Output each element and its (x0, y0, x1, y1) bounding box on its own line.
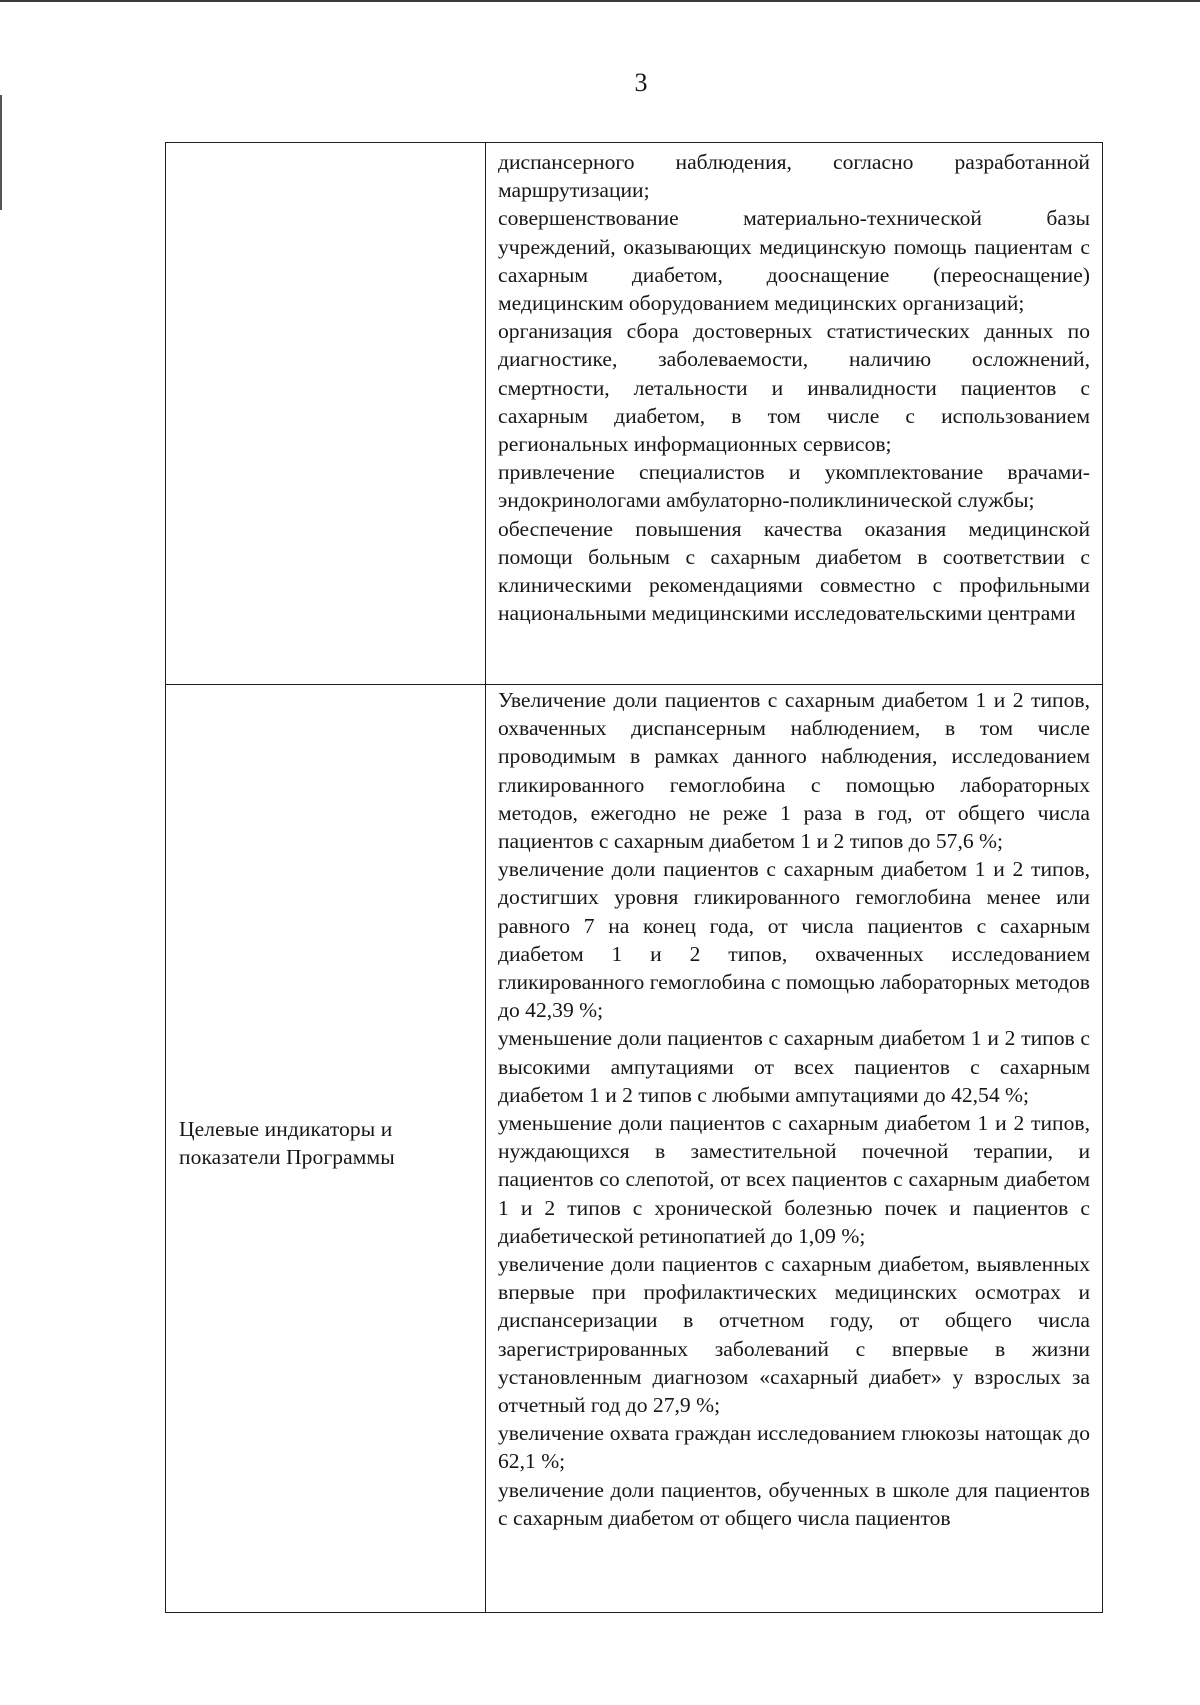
row-label-cell (166, 143, 486, 685)
paragraph: обеспечение повышения качества оказания медицинской помощи больным с сахарным диабетом в соответствии с клиническими рекомендациями совместно с профильными национальными медицинскими исследовательскими центрами (498, 516, 1090, 626)
row-label: Целевые индикаторы и показатели Программы (179, 1117, 395, 1169)
top-border-line (0, 0, 1200, 2)
page-number: 3 (634, 68, 648, 97)
paragraph: Увеличение доли пациентов с сахарным диабетом 1 и 2 типов, охваченных диспансерным наблюдением, в том числе проводимым в рамках данного наблюдения, исследованием гликированного гемоглобина с помощью лабораторных методов, ежегодно не реже 1 раза в год, от общего числа пациентов с сахарным диабетом 1 и 2 типов до 57,6 %; (498, 688, 1090, 854)
paragraph: привлечение специалистов и укомплектование врачами-эндокринологами амбулаторно-поликлинической службы; (498, 460, 1090, 513)
paragraph: уменьшение доли пациентов с сахарным диабетом 1 и 2 типов, нуждающихся в заместительной почечной терапии, и пациентов со слепотой, от всех пациентов с сахарным диабетом 1 и 2 типов с хронической болезнью почек и пациентов с диабетической ретинопатией до 1,09 %; (498, 1111, 1090, 1248)
paragraph: увеличение охвата граждан исследованием глюкозы натощак до 62,1 %; (498, 1421, 1090, 1474)
table-row (166, 685, 1103, 1613)
paragraph: совершенствование материально-технической базы учреждений, оказывающих медицинскую помощь пациентам с сахарным диабетом, дооснащение (переоснащение) медицинским оборудованием медицинских организаций; (498, 206, 1090, 316)
row-content-cell (486, 143, 1103, 685)
paragraph: уменьшение доли пациентов с сахарным диабетом 1 и 2 типов с высокими ампутациями от всех пациентов с сахарным диабетом 1 и 2 типов с любыми ампутациями до 42,54 %; (498, 1026, 1090, 1107)
paragraph: организация сбора достоверных статистических данных по диагностике, заболеваемости, наличию осложнений, смертности, летальности и инвалидности пациентов с сахарным диабетом, в том числе с использованием региональных информационных сервисов; (498, 319, 1090, 457)
scan-edge-mark (0, 95, 2, 210)
paragraph: диспансерного наблюдения, согласно разработанной маршрутизации; (498, 150, 1090, 203)
row-label-cell (166, 685, 486, 1613)
program-passport-table (165, 142, 1103, 1613)
table-row (166, 143, 1103, 685)
paragraph: увеличение доли пациентов с сахарным диабетом 1 и 2 типов, достигших уровня гликированного гемоглобина менее или равного 7 на конец года, от числа пациентов с сахарным диабетом 1 и 2 типов, охваченных исследованием гликированного гемоглобина с помощью лабораторных методов до 42,39 %; (498, 857, 1090, 1023)
paragraph: увеличение доли пациентов, обученных в школе для пациентов с сахарным диабетом от общего числа пациентов (498, 1477, 1090, 1530)
row-content-cell (486, 685, 1103, 1613)
paragraph: увеличение доли пациентов с сахарным диабетом, выявленных впервые при профилактических медицинских осмотрах и диспансеризации в отчетном году, от общего числа зарегистрированных заболеваний с впервые в жизни установленным диагнозом «сахарный диабет» у взрослых за отчетный год до 27,9 %; (498, 1252, 1090, 1418)
